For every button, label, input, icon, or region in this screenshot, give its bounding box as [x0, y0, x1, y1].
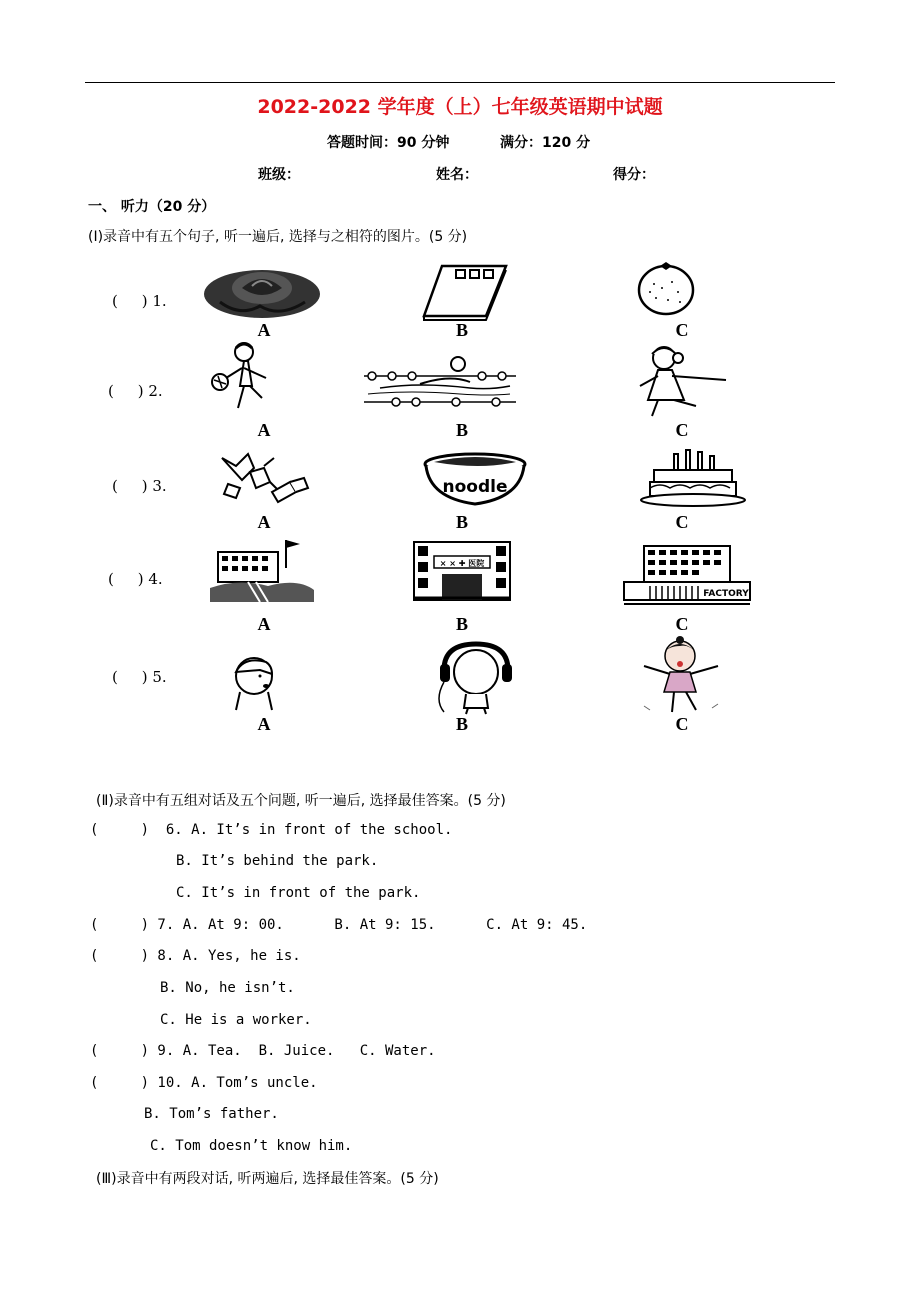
boy-speaking-picture	[226, 654, 282, 712]
name-label: 姓名：	[436, 167, 478, 183]
question-1-label: ( ) 1.	[112, 292, 167, 310]
question-4-label: ( ) 4.	[108, 570, 163, 588]
part3-instruction: (Ⅲ)录音中有两段对话, 听两遍后, 选择最佳答案。(5 分)	[96, 1171, 439, 1187]
hospital-sign-text: × × ✚ 医院	[439, 559, 485, 568]
girl-running-picture	[636, 344, 736, 424]
option-a-letter: A	[257, 420, 271, 440]
factory-picture	[622, 542, 752, 606]
option-a-letter: A	[257, 614, 271, 634]
option-a-letter: A	[257, 714, 271, 734]
book-picture	[420, 262, 510, 322]
boy-kicking-ball-picture	[208, 340, 283, 420]
option-c-letter: C	[675, 512, 689, 532]
noodle-bowl-picture	[420, 452, 530, 508]
option-c-letter: C	[675, 320, 689, 340]
hospital-picture	[412, 538, 512, 604]
question-10-option-b: B. Tom’s father.	[144, 1106, 279, 1122]
time-label: 答题时间：90 分钟	[327, 135, 450, 151]
option-c-letter: C	[675, 614, 689, 634]
part1-instruction: (Ⅰ)录音中有五个句子, 听一遍后, 选择与之相符的图片。(5 分)	[88, 229, 468, 245]
question-8-option-c: C. He is a worker.	[160, 1012, 312, 1028]
question-5-label: ( ) 5.	[112, 668, 167, 686]
option-a-letter: A	[257, 320, 271, 340]
question-10-line: ( ) 10. A. Tom’s uncle.	[90, 1075, 318, 1091]
question-9-line: ( ) 9. A. Tea. B. Juice. C. Water.	[90, 1043, 436, 1059]
school-picture	[208, 538, 318, 604]
option-b-letter: B	[455, 320, 468, 340]
boy-with-headphones-picture	[430, 640, 520, 716]
question-10-option-c: C. Tom doesn’t know him.	[150, 1138, 353, 1154]
question-7-line: ( ) 7. A. At 9: 00. B. At 9: 15. C. At 9: 45.	[90, 917, 588, 933]
option-b-letter: B	[455, 512, 468, 532]
top-rule	[85, 82, 835, 83]
got-label: 得分：	[613, 167, 655, 183]
option-b-letter: B	[455, 420, 468, 440]
class-label: 班级：	[258, 167, 300, 183]
orange-picture	[636, 258, 696, 316]
part2-instruction: (Ⅱ)录音中有五组对话及五个问题, 听一遍后, 选择最佳答案。(5 分)	[96, 793, 506, 809]
girl-singing-picture	[636, 636, 726, 716]
question-8-line: ( ) 8. A. Yes, he is.	[90, 948, 301, 964]
option-c-letter: C	[675, 420, 689, 440]
option-c-letter: C	[675, 714, 689, 734]
option-b-letter: B	[455, 714, 468, 734]
factory-sign-text: FACTORY	[703, 589, 749, 599]
birthday-cake-picture	[638, 448, 748, 508]
score-label: 满分：120 分	[500, 135, 591, 151]
question-8-option-b: B. No, he isn’t.	[160, 980, 295, 996]
swimmer-picture	[360, 354, 520, 410]
question-6-option-b: B. It’s behind the park.	[176, 853, 379, 869]
option-b-letter: B	[455, 614, 468, 634]
noodle-text: noodle	[442, 477, 508, 497]
rose-picture	[200, 262, 325, 322]
candies-picture	[214, 452, 314, 504]
section-1-heading: 一、 听力（20 分）	[88, 199, 216, 215]
question-6-line: ( ) 6. A. It’s in front of the school.	[90, 822, 453, 838]
option-a-letter: A	[257, 512, 271, 532]
question-3-label: ( ) 3.	[112, 477, 167, 495]
exam-title: 2022-2022 学年度（上）七年级英语期中试题	[257, 96, 663, 118]
question-6-option-c: C. It’s in front of the park.	[176, 885, 421, 901]
question-2-label: ( ) 2.	[108, 382, 163, 400]
